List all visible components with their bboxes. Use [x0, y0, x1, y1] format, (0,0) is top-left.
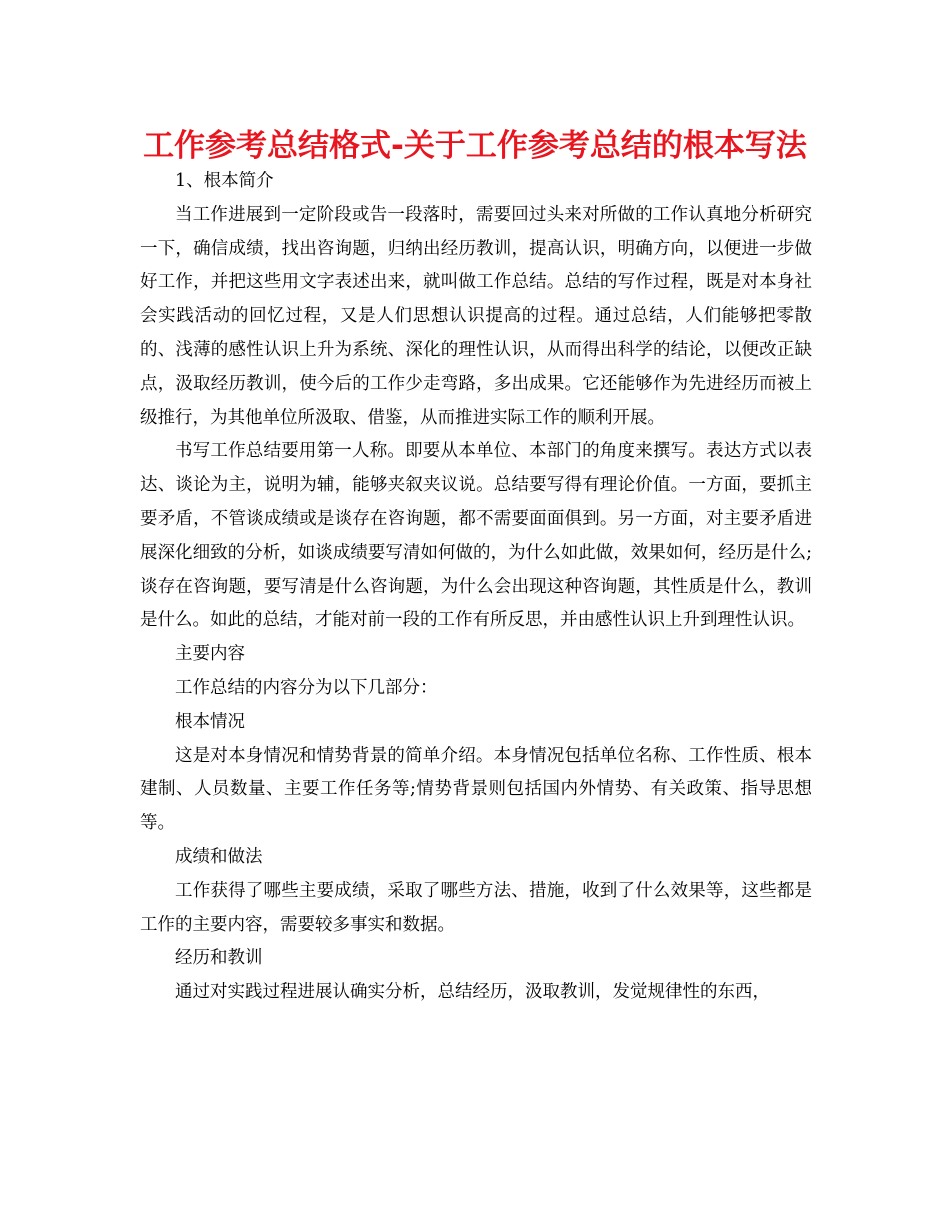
paragraph: 通过对实践过程进展认确实分析，总结经历，汲取教训，发觉规律性的东西， [175, 982, 770, 1003]
paragraph: 当工作进展到一定阶段或告一段落时，需要回过头来对所做的工作认真地分析研究一下，确信成绩，找出咨询题，归纳出经历教训，提高认识，明确方向，以便进一步做好工作，并把这些用文字表述出来，就叫做工作总结。总结的写作过程，既是对本身社会实践活动的回忆过程，又是人们思想认识提高的过程。通过总结，人们能够把零散的、浅薄的感性认识上升为系统、深化的理性认识，从而得出科学的结论，以便改正缺点，汲取经历教训，使今后的工作少走弯路，多出成果。它还能够作为先进经历而被上级推行，为其他单位所汲取、借鉴，从而推进实际工作的顺利开展。 [140, 204, 812, 428]
paragraph-section-heading: 1、根本简介 [175, 171, 274, 191]
paragraph: 这是对本身情况和情势背景的简单介绍。本身情况包括单位名称、工作性质、根本建制、人员数量、主要工作任务等;情势背景则包括国内外情势、有关政策、指导思想等。 [140, 745, 812, 834]
paragraph-subheading: 成绩和做法 [175, 846, 263, 867]
document-body [140, 165, 812, 1010]
paragraph: 工作获得了哪些主要成绩，采取了哪些方法、措施，收到了什么效果等，这些都是工作的主要内容，需要较多事实和数据。 [140, 880, 812, 935]
paragraph: 工作总结的内容分为以下几部分： [175, 677, 438, 698]
paragraph-subheading: 根本情况 [175, 711, 245, 732]
document-title: 工作参考总结格式-关于工作参考总结的根本写法 [143, 128, 807, 164]
paragraph: 书写工作总结要用第一人称。即要从本单位、本部门的角度来撰写。表达方式以表达、谈论为主，说明为辅，能够夹叙夹议说。总结要写得有理论价值。一方面，要抓主要矛盾，不管谈成绩或是谈存在咨询题，都不需要面面俱到。另一方面，对主要矛盾进展深化细致的分析，如谈成绩要写清如何做的，为什么如此做，效果如何，经历是什么;谈存在咨询题，要写清是什么咨询题，为什么会出现这种咨询题，其性质是什么，教训是什么。如此的总结，才能对前一段的工作有所反思，并由感性认识上升到理性认识。 [140, 441, 812, 631]
paragraph-subheading: 经历和教训 [175, 948, 263, 969]
paragraph-subheading: 主要内容 [175, 644, 245, 665]
